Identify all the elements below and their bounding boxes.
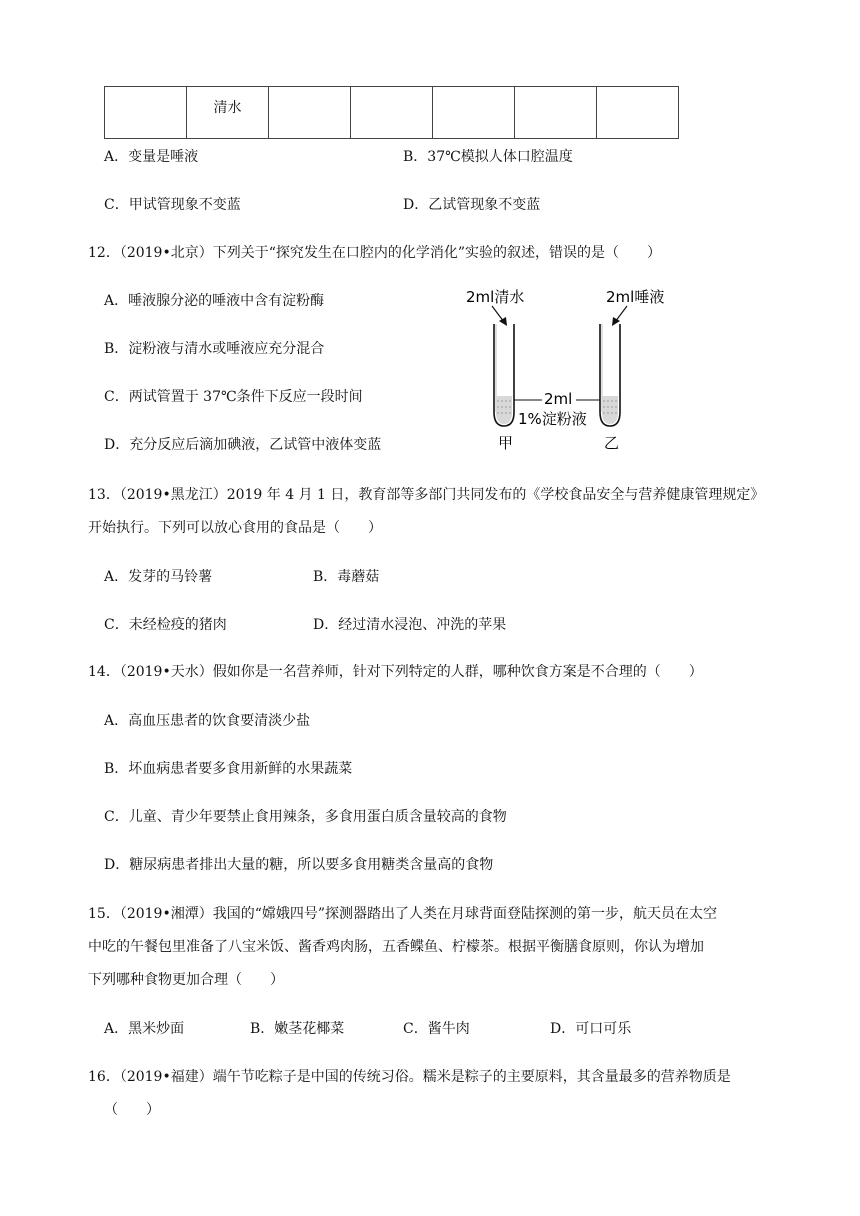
q15-option-d: D．可口可乐 bbox=[550, 1021, 632, 1037]
q14-option-c: C．儿童、青少年要禁止食用辣条，多食用蛋白质含量较高的食物 bbox=[104, 809, 507, 825]
q15-stem-line1: 15．（2019•湘潭）我国的“嫦娥四号”探测器踏出了人类在月球背面登陆探测的第一步，航天员在太空 bbox=[88, 906, 718, 922]
arrow-head-icon bbox=[612, 317, 620, 326]
table-cell bbox=[433, 87, 515, 139]
q12-option-a: A．唾液腺分泌的唾液中含有淀粉酶 bbox=[104, 293, 325, 309]
arrow-head-icon bbox=[499, 317, 507, 326]
q11-option-c: C．甲试管现象不变蓝 bbox=[104, 197, 241, 213]
table-cell bbox=[105, 87, 187, 139]
experiment-table-fragment bbox=[104, 86, 679, 139]
q13-stem-line2: 开始执行。下列可以放心食用的食品是（ ） bbox=[88, 520, 382, 536]
q15-stem-line2: 中吃的午餐包里准备了八宝米饭、酱香鸡肉肠，五香鲽鱼、柠檬茶。根据平衡膳食原则，你认为增加 bbox=[88, 939, 704, 955]
q11-option-d: D．乙试管现象不变蓝 bbox=[403, 197, 541, 213]
q12-option-c: C．两试管置于 37℃条件下反应一段时间 bbox=[104, 389, 363, 405]
q14-option-a: A．高血压患者的饮食要清淡少盐 bbox=[104, 713, 311, 729]
q16-stem-line2: （ ） bbox=[104, 1102, 160, 1118]
q14-stem: 14．（2019•天水）假如你是一名营养师，针对下列特定的人群，哪种饮食方案是不合理的（ ） bbox=[88, 664, 703, 680]
q15-stem-line3: 下列哪种食物更加合理（ ） bbox=[88, 972, 284, 988]
q13-stem-line1: 13．（2019•黑龙江）2019 年 4 月 1 日，教育部等多部门共同发布的《学校食品安全与营养健康管理规定》 bbox=[88, 487, 765, 503]
label-tube-jia: 甲 bbox=[498, 434, 514, 452]
q11-option-a: A．变量是唾液 bbox=[104, 149, 199, 165]
q12-stem: 12．（2019•北京）下列关于“探究发生在口腔内的化学消化”实验的叙述，错误的是（ ） bbox=[88, 245, 662, 261]
label-tube-yi: 乙 bbox=[604, 434, 620, 452]
q11-option-b: B．37℃模拟人体口腔温度 bbox=[403, 149, 573, 165]
q13-option-a: A．发芽的马铃薯 bbox=[104, 569, 213, 585]
q13-option-b: B．毒蘑菇 bbox=[313, 569, 380, 585]
table-cell bbox=[351, 87, 433, 139]
label-saliva: 2ml唾液 bbox=[606, 288, 665, 306]
q15-option-c: C．酱牛肉 bbox=[403, 1021, 470, 1037]
table-cell bbox=[269, 87, 351, 139]
q12-option-d: D．充分反应后滴加碘液，乙试管中液体变蓝 bbox=[104, 437, 382, 453]
q13-option-c: C．未经检疫的猪肉 bbox=[104, 617, 227, 633]
test-tube-right bbox=[600, 324, 620, 426]
q13-option-d: D．经过清水浸泡、冲洗的苹果 bbox=[313, 617, 507, 633]
table-cell bbox=[515, 87, 597, 139]
q15-option-a: A．黑米炒面 bbox=[104, 1021, 185, 1037]
label-water: 2ml清水 bbox=[466, 288, 525, 306]
table-cell bbox=[597, 87, 679, 139]
q14-option-b: B．坏血病患者要多食用新鲜的水果蔬菜 bbox=[104, 761, 353, 777]
q16-stem-line1: 16．（2019•福建）端午节吃粽子是中国的传统习俗。糯米是粽子的主要原料，其含量最多的营养物质是 bbox=[88, 1069, 731, 1085]
q14-option-d: D．糖尿病患者排出大量的糖，所以要多食用糖类含量高的食物 bbox=[104, 857, 494, 873]
q12-option-b: B．淀粉液与清水或唾液应充分混合 bbox=[104, 341, 325, 357]
q15-option-b: B．嫩茎花椰菜 bbox=[250, 1021, 345, 1037]
table-row bbox=[105, 87, 679, 139]
test-tube-left bbox=[494, 324, 514, 426]
label-starch-solution: 1%淀粉液 bbox=[518, 410, 587, 428]
table-cell: 清水 bbox=[187, 87, 269, 139]
test-tube-figure bbox=[452, 284, 665, 456]
label-starch-volume: 2ml bbox=[544, 390, 573, 408]
